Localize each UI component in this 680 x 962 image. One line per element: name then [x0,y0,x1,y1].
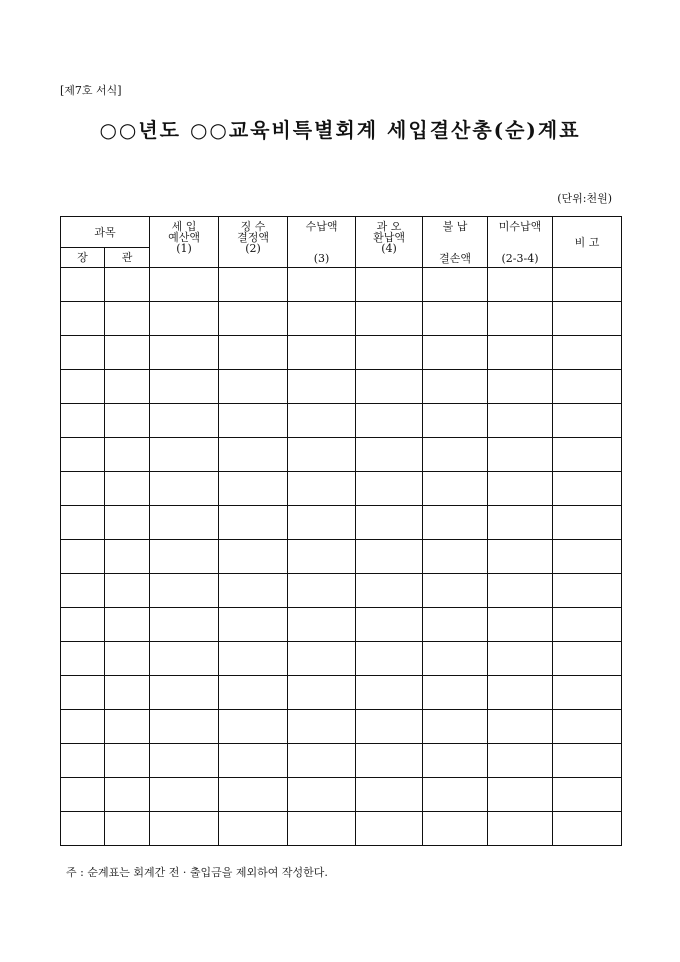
table-cell [288,642,356,676]
table-cell [219,574,288,608]
table-row [61,268,622,302]
table-cell [356,472,423,506]
table-cell [105,812,150,846]
table-cell [105,710,150,744]
table-cell [488,472,553,506]
table-row [61,404,622,438]
table-row [61,540,622,574]
table-cell [219,540,288,574]
table-cell [488,438,553,472]
table-cell [488,268,553,302]
table-cell [150,710,219,744]
table-cell [423,302,488,336]
table-cell [61,778,105,812]
table-cell [553,472,622,506]
table-row [61,812,622,846]
table-cell [219,506,288,540]
table-cell [61,438,105,472]
table-cell [105,676,150,710]
table-cell [61,574,105,608]
table-cell [553,302,622,336]
table-cell [61,336,105,370]
table-cell [553,540,622,574]
table-cell [356,336,423,370]
table-cell [423,744,488,778]
table-cell [105,370,150,404]
table-cell [488,778,553,812]
table-cell [219,642,288,676]
table-cell [61,472,105,506]
table-cell [488,336,553,370]
table-cell [488,642,553,676]
table-cell [488,710,553,744]
table-cell [423,268,488,302]
table-cell [423,676,488,710]
header-subject: 과목 [61,217,150,248]
table-cell [219,302,288,336]
table-row [61,710,622,744]
table-cell [219,336,288,370]
table-row [61,608,622,642]
header-gwan: 관 [105,248,150,268]
table-cell [553,268,622,302]
table-cell [423,336,488,370]
table-cell [356,506,423,540]
table-cell [356,608,423,642]
table-cell [423,574,488,608]
table-cell [150,574,219,608]
table-cell [61,642,105,676]
table-cell [356,812,423,846]
header-jang: 장 [61,248,105,268]
table-cell [553,778,622,812]
table-cell [288,812,356,846]
table-cell [488,744,553,778]
table-cell [488,574,553,608]
table-cell [288,336,356,370]
table-cell [61,268,105,302]
table-cell [219,608,288,642]
table-cell [219,778,288,812]
table-cell [150,642,219,676]
table-cell [150,778,219,812]
table-cell [356,438,423,472]
table-row [61,506,622,540]
table-cell [553,642,622,676]
table-cell [288,608,356,642]
table-cell [219,438,288,472]
header-budget: 세 입 예산액 (1) [150,217,219,268]
table-row [61,370,622,404]
table-cell [356,370,423,404]
table-cell [288,404,356,438]
table-cell [356,404,423,438]
table-cell [150,438,219,472]
table-cell [105,438,150,472]
table-cell [150,744,219,778]
table-cell [105,608,150,642]
table-cell [105,268,150,302]
table-cell [61,812,105,846]
table-cell [150,302,219,336]
table-cell [423,812,488,846]
table-cell [105,744,150,778]
table-cell [150,812,219,846]
table-cell [488,370,553,404]
table-cell [288,370,356,404]
table-cell [423,404,488,438]
table-cell [553,438,622,472]
table-cell [288,744,356,778]
table-cell [553,506,622,540]
table-cell [288,472,356,506]
table-cell [488,302,553,336]
table-row [61,676,622,710]
header-unpaid-loss: 불 납 결손액 [423,217,488,268]
table-cell [488,506,553,540]
table-cell [553,676,622,710]
table-cell [150,268,219,302]
table-cell [219,370,288,404]
table-row [61,778,622,812]
table-row [61,744,622,778]
table-cell [105,642,150,676]
table-row [61,642,622,676]
table-cell [288,506,356,540]
table-row [61,472,622,506]
table-cell [356,744,423,778]
table-cell [356,540,423,574]
table-cell [488,404,553,438]
table-cell [61,506,105,540]
header-received: 수납액 (3) [288,217,356,268]
table-cell [356,676,423,710]
table-cell [219,404,288,438]
table-cell [553,336,622,370]
header-remarks: 비 고 [553,217,622,268]
table-cell [61,404,105,438]
table-cell [488,608,553,642]
header-uncollected: 미수납액 (2-3-4) [488,217,553,268]
table-cell [356,574,423,608]
table-cell [288,268,356,302]
table-cell [288,302,356,336]
table-cell [150,506,219,540]
table-cell [288,676,356,710]
table-cell [105,778,150,812]
table-cell [288,778,356,812]
table-cell [423,506,488,540]
header-refund: 과 오 환납액 (4) [356,217,423,268]
table-cell [553,608,622,642]
table-cell [356,642,423,676]
table-cell [356,778,423,812]
table-cell [423,438,488,472]
table-cell [105,336,150,370]
table-cell [61,710,105,744]
table-cell [553,710,622,744]
table-cell [61,608,105,642]
table-cell [105,574,150,608]
table-cell [553,370,622,404]
table-cell [219,812,288,846]
table-cell [105,506,150,540]
table-cell [61,302,105,336]
table-cell [356,268,423,302]
table-cell [423,608,488,642]
table-cell [423,370,488,404]
table-cell [488,812,553,846]
table-cell [150,336,219,370]
table-cell [219,472,288,506]
unit-label: (단위:천원) [557,192,612,205]
table-cell [488,676,553,710]
table-cell [61,744,105,778]
table-cell [219,676,288,710]
table-cell [150,540,219,574]
table-cell [150,472,219,506]
table-cell [288,574,356,608]
table-cell [423,778,488,812]
table-cell [150,676,219,710]
header-collection: 징 수 결정액 (2) [219,217,288,268]
table-body [61,268,622,846]
table-cell [288,540,356,574]
table-row [61,302,622,336]
footnote: 주 : 순계표는 회계간 전 · 출입금을 제외하여 작성한다. [66,866,328,879]
table-cell [150,370,219,404]
table-cell [61,370,105,404]
table-cell [423,642,488,676]
table-cell [553,744,622,778]
table-row [61,574,622,608]
form-number: [제7호 서식] [60,84,122,97]
table-cell [150,404,219,438]
table-cell [105,404,150,438]
table-cell [150,608,219,642]
table-cell [423,540,488,574]
table-cell [219,744,288,778]
table-cell [288,438,356,472]
table-cell [553,404,622,438]
table-cell [553,812,622,846]
table-cell [105,540,150,574]
table-cell [356,710,423,744]
table-cell [105,472,150,506]
table-cell [488,540,553,574]
table-cell [219,268,288,302]
table-cell [61,676,105,710]
table-cell [356,302,423,336]
table-row [61,438,622,472]
revenue-settlement-table [60,216,622,846]
table-cell [105,302,150,336]
table-cell [553,574,622,608]
table-cell [219,710,288,744]
table-cell [423,710,488,744]
document-title: ○○년도 ○○교육비특별회계 세입결산총(순)계표 [99,118,581,142]
table-row [61,336,622,370]
table-cell [61,540,105,574]
table-cell [423,472,488,506]
table-cell [288,710,356,744]
header-row [61,217,622,248]
